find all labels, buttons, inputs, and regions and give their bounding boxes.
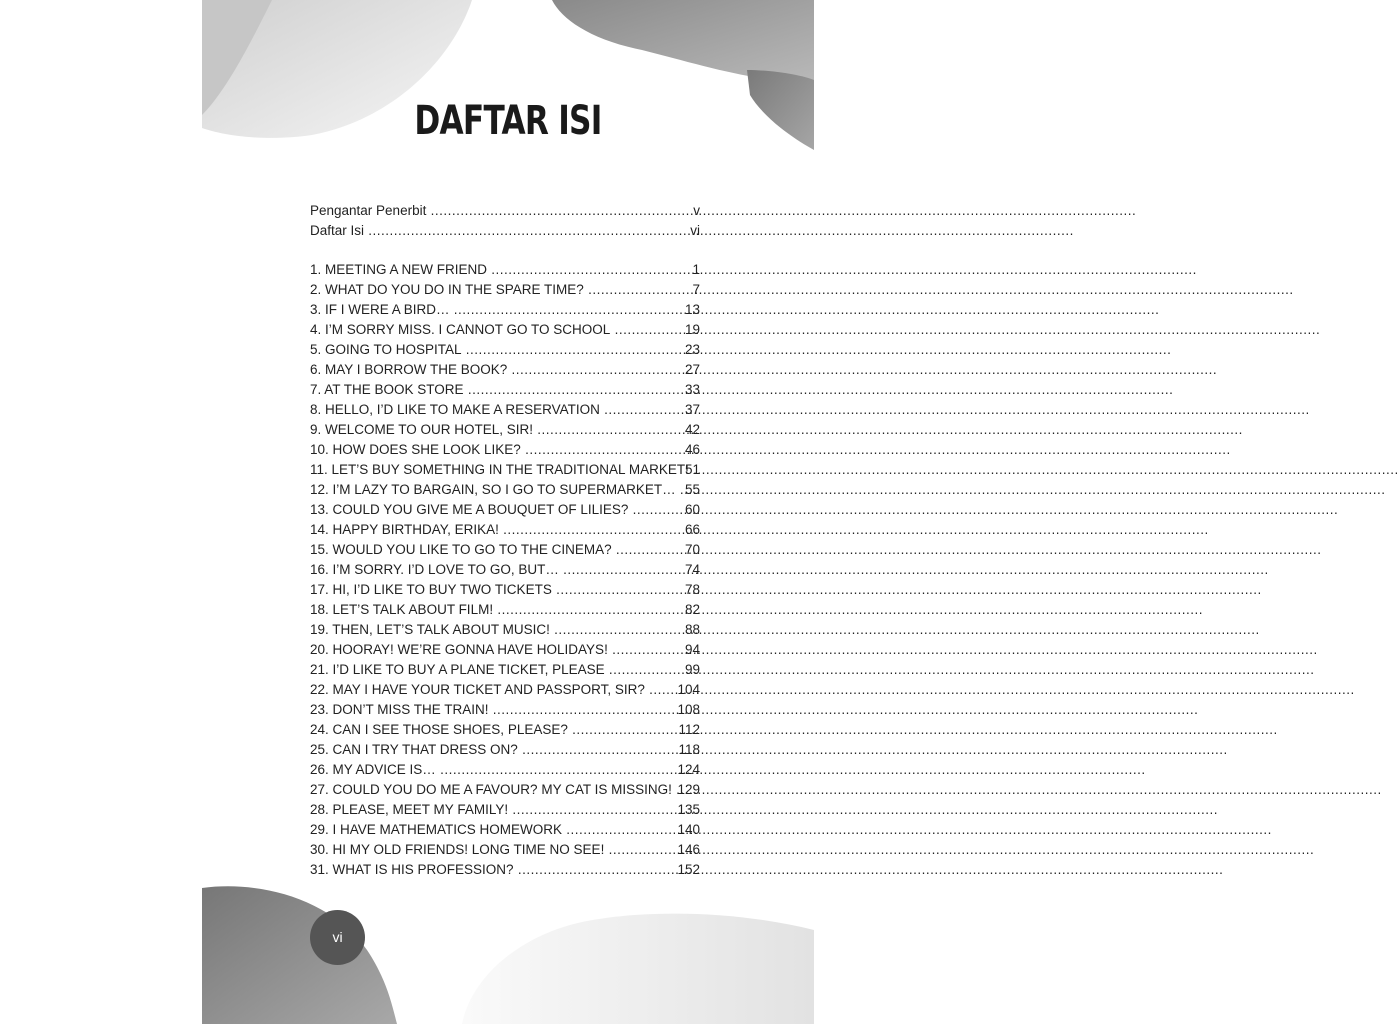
toc-entry[interactable] (310, 660, 700, 680)
toc-entry-label: 17. HI, I’D LIKE TO BUY TWO TICKETS ..... (310, 580, 646, 600)
toc-entry[interactable] (310, 560, 700, 580)
toc-entry[interactable] (310, 640, 700, 660)
toc-entry[interactable] (310, 620, 700, 640)
toc-entry-label: 11. LET’S BUY SOMETHING IN THE TRADITIONAL MARKET! ..... (310, 460, 646, 480)
toc-entry-label: 27. COULD YOU DO ME A FAVOUR? MY CAT IS MISSING! ..... (310, 780, 646, 800)
toc-entry-label: Pengantar Penerbit ..... (310, 201, 646, 221)
chapter-list (310, 260, 700, 880)
page-title: DAFTAR ISI (414, 98, 602, 144)
toc-entry-label: 14. HAPPY BIRTHDAY, ERIKA! ..... (310, 520, 646, 540)
toc-entry-label: 9. WELCOME TO OUR HOTEL, SIR! ..... (310, 420, 646, 440)
toc-entry-label: 28. PLEASE, MEET MY FAMILY! ..... (310, 800, 646, 820)
toc-entry-page: 55 (684, 482, 700, 497)
toc-entry[interactable] (310, 440, 700, 460)
toc-entry[interactable] (310, 460, 700, 480)
toc-entry[interactable] (310, 580, 700, 600)
toc-entry-label: 5. GOING TO HOSPITAL ..... (310, 340, 646, 360)
toc-entry-page: 33 (684, 382, 700, 397)
toc-entry-page: 51 (684, 462, 700, 477)
toc-entry-label: 16. I’M SORRY. I’D LOVE TO GO, BUT… ..... (310, 560, 646, 580)
page-number-badge: vi (310, 910, 365, 965)
toc-entry-page: 27 (684, 362, 700, 377)
toc-entry-page: vi (690, 223, 700, 238)
toc-entry-page: 78 (684, 582, 700, 597)
toc-entry-label: 2. WHAT DO YOU DO IN THE SPARE TIME? ..... (310, 280, 646, 300)
toc-entry[interactable] (310, 201, 700, 221)
toc-entry[interactable] (310, 420, 700, 440)
blob-bottom-left (202, 886, 397, 1024)
toc-entry-label: 10. HOW DOES SHE LOOK LIKE? ..... (310, 440, 646, 460)
toc-entry-label: 29. I HAVE MATHEMATICS HOMEWORK ..... (310, 820, 646, 840)
toc-entry-label: 12. I’M LAZY TO BARGAIN, SO I GO TO SUPERMARKET… ..... (310, 480, 646, 500)
toc-entry-page: 60 (684, 502, 700, 517)
toc-entry[interactable] (310, 300, 700, 320)
toc-entry[interactable] (310, 720, 700, 740)
toc-entry-label: 21. I’D LIKE TO BUY A PLANE TICKET, PLEASE ..... (310, 660, 646, 680)
toc-entry-page: 129 (677, 782, 700, 797)
blob-bottom-right (462, 914, 814, 1024)
toc-entry[interactable] (310, 280, 700, 300)
toc-entry-page: 7 (692, 282, 700, 297)
toc-entry[interactable] (310, 221, 700, 241)
toc-entry-label: 4. I’M SORRY MISS. I CANNOT GO TO SCHOOL ..... (310, 320, 646, 340)
toc-entry-page: 70 (684, 542, 700, 557)
toc-entry[interactable] (310, 860, 700, 880)
toc-entry-page: 66 (684, 522, 700, 537)
toc-entry-label: 1. MEETING A NEW FRIEND ..... (310, 260, 646, 280)
toc-entry-label: 3. IF I WERE A BIRD… ..... (310, 300, 646, 320)
toc-entry-label: 19. THEN, LET’S TALK ABOUT MUSIC! ..... (310, 620, 646, 640)
toc-entry[interactable] (310, 260, 700, 280)
toc-entry[interactable] (310, 600, 700, 620)
toc-entry-page: 37 (684, 402, 700, 417)
toc-entry[interactable] (310, 360, 700, 380)
toc-entry-page: 13 (684, 302, 700, 317)
toc-entry-label: 13. COULD YOU GIVE ME A BOUQUET OF LILIES? ..... (310, 500, 646, 520)
toc-entry-page: 124 (677, 762, 700, 777)
toc-entry-page: v (693, 203, 700, 218)
toc-entry-page: 118 (678, 742, 700, 757)
toc-entry-page: 19 (684, 322, 700, 337)
toc-entry[interactable] (310, 780, 700, 800)
table-of-contents (310, 201, 700, 880)
toc-entry[interactable] (310, 380, 700, 400)
toc-entry[interactable] (310, 400, 700, 420)
toc-spacer (310, 241, 700, 260)
toc-entry-label: 23. DON’T MISS THE TRAIN! ..... (310, 700, 646, 720)
toc-entry-label: 15. WOULD YOU LIKE TO GO TO THE CINEMA? ..... (310, 540, 646, 560)
toc-entry-page: 146 (677, 842, 700, 857)
toc-entry-label: 31. WHAT IS HIS PROFESSION? ..... (310, 860, 646, 880)
toc-entry-page: 46 (684, 442, 700, 457)
toc-entry-page: 99 (684, 662, 700, 677)
toc-entry[interactable] (310, 760, 700, 780)
toc-entry-label: 30. HI MY OLD FRIENDS! LONG TIME NO SEE! ..... (310, 840, 646, 860)
toc-entry-label: 8. HELLO, I’D LIKE TO MAKE A RESERVATION ..... (310, 400, 646, 420)
toc-entry-page: 104 (677, 682, 700, 697)
toc-entry-page: 88 (684, 622, 700, 637)
toc-entry[interactable] (310, 320, 700, 340)
toc-entry[interactable] (310, 480, 700, 500)
toc-entry-page: 108 (677, 702, 700, 717)
toc-entry-label: 26. MY ADVICE IS… ..... (310, 760, 646, 780)
toc-entry-page: 94 (684, 642, 700, 657)
toc-entry[interactable] (310, 840, 700, 860)
toc-entry[interactable] (310, 740, 700, 760)
toc-entry[interactable] (310, 700, 700, 720)
blob-top-right (552, 0, 814, 81)
toc-entry-label: Daftar Isi ..... (310, 221, 646, 241)
toc-entry[interactable] (310, 800, 700, 820)
toc-entry-page: 23 (684, 342, 700, 357)
toc-entry-page: 140 (677, 822, 700, 837)
toc-entry[interactable] (310, 820, 700, 840)
toc-entry-page: 1 (692, 262, 700, 277)
blob-right-edge (747, 70, 814, 150)
toc-entry-label: 22. MAY I HAVE YOUR TICKET AND PASSPORT, SIR? ..... (310, 680, 646, 700)
toc-entry-page: 74 (684, 562, 700, 577)
toc-entry-label: 25. CAN I TRY THAT DRESS ON? ..... (310, 740, 646, 760)
toc-entry-page: 135 (677, 802, 700, 817)
toc-entry-label: 7. AT THE BOOK STORE ..... (310, 380, 646, 400)
toc-entry[interactable] (310, 500, 700, 520)
toc-entry-label: 20. HOORAY! WE’RE GONNA HAVE HOLIDAYS! ..... (310, 640, 646, 660)
toc-entry[interactable] (310, 540, 700, 560)
book-page (202, 0, 814, 1024)
toc-entry-label: 6. MAY I BORROW THE BOOK? ..... (310, 360, 646, 380)
toc-entry-page: 152 (677, 862, 700, 877)
toc-entry-page: 112 (678, 722, 700, 737)
toc-entry[interactable] (310, 680, 700, 700)
toc-entry-label: 24. CAN I SEE THOSE SHOES, PLEASE? ..... (310, 720, 646, 740)
toc-entry-page: 42 (684, 422, 700, 437)
toc-entry[interactable] (310, 520, 700, 540)
toc-entry[interactable] (310, 340, 700, 360)
toc-entry-label: 18. LET’S TALK ABOUT FILM! ..... (310, 600, 646, 620)
toc-entry-page: 82 (684, 602, 700, 617)
